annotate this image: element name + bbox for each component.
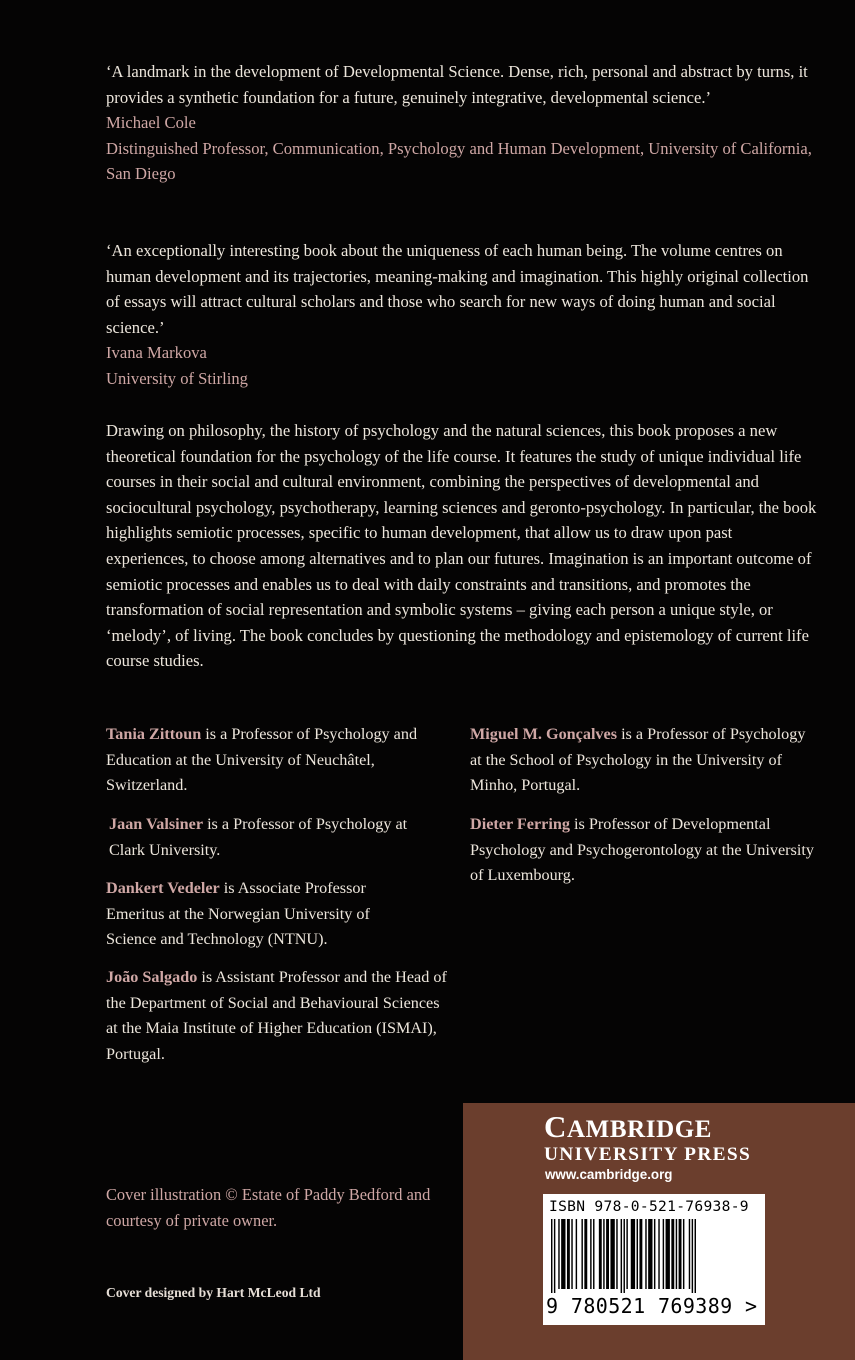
barcode-bar xyxy=(599,1219,602,1289)
bio-jaan-valsiner xyxy=(109,812,439,863)
cover-illustration-credit: Cover illustration © Estate of Paddy Bedford and courtesy of private owner. xyxy=(106,1185,431,1230)
bio-text: is Associate Professor Emeritus at the Norwegian University of Science and Technology (NTNU). xyxy=(106,879,370,949)
quote-text: ‘An exceptionally interesting book about the uniqueness of each human being. The volume centres on human development and its trajectories, meaning-making and imagination. This highly original collection of essays will attract cultural scholars and those who search for new ways of doing human and social science.’ xyxy=(106,241,809,337)
book-description: Drawing on philosophy, the history of psychology and the natural sciences, this book proposes a new theoretical foundation for the psychology of the life course. It features the study of unique individual life courses in their social and cultural environment, combining the perspectives of developmental and sociocultural psychology, psychotherapy, learning sciences and geronto-psychology. In particular, the book highlights semiotic processes, specific to human development, that allow us to draw upon past experiences, to choose among alternatives and to plan our futures. Imagination is an important outcome of semiotic processes and enables us to deal with daily constraints and transitions, and promotes the transformation of social representation and symbolic systems – giving each person a unique style, or ‘melody’, of living. The book concludes by questioning the methodology and epistemology of current life course studies. xyxy=(106,421,817,671)
bio-name: Miguel M. Gonçalves xyxy=(470,725,618,743)
barcode-bar xyxy=(683,1219,684,1289)
barcode-bar xyxy=(695,1219,696,1293)
barcode-bar xyxy=(639,1219,642,1289)
barcode-bar xyxy=(576,1219,577,1289)
barcode-bar xyxy=(658,1219,659,1289)
barcode-bar xyxy=(645,1219,646,1289)
barcode-bar xyxy=(679,1219,682,1289)
quote-author: Michael Cole xyxy=(106,113,196,133)
barcode-bar xyxy=(558,1219,559,1289)
bio-name: Jaan Valsiner xyxy=(109,815,204,833)
bio-dankert-vedeler xyxy=(106,876,424,953)
publisher-name-rest: AMBRIDGE xyxy=(567,1116,713,1143)
quote-affiliation: Distinguished Professor, Communication, Psychology and Human Development, University of California, San Diego xyxy=(106,138,812,184)
barcode-bar xyxy=(637,1219,638,1289)
publisher-press: UNIVERSITY PRESS xyxy=(544,1144,752,1165)
barcode-bar xyxy=(567,1219,570,1289)
barcode-bar xyxy=(606,1219,609,1289)
review-quote-cole xyxy=(106,59,818,187)
barcode-bar xyxy=(666,1219,670,1289)
barcode-box xyxy=(543,1194,765,1325)
barcode-bar xyxy=(676,1219,677,1289)
barcode-bar xyxy=(551,1219,552,1293)
bio-tania-zittoun xyxy=(106,722,436,799)
ean-digits: 9 780521 769389 > xyxy=(546,1294,758,1318)
bio-text: is Professor of Developmental Psychology and Psychogerontology at the University of Luxembourg. xyxy=(470,815,814,885)
barcode-bar xyxy=(593,1219,594,1289)
bio-text: is a Professor of Psychology at Clark University. xyxy=(109,815,408,859)
cover-designer-credit: Cover designed by Hart McLeod Ltd xyxy=(106,1285,321,1300)
barcode-bar xyxy=(616,1219,617,1289)
barcode-bar xyxy=(590,1219,591,1289)
barcode-bar xyxy=(621,1219,622,1293)
barcode-icon xyxy=(543,1219,765,1293)
bio-joao-salgado xyxy=(106,965,451,1067)
barcode-bar xyxy=(654,1219,655,1289)
publisher-url: www.cambridge.org xyxy=(545,1167,673,1182)
bio-name: Dankert Vedeler xyxy=(106,879,220,897)
barcode-bar xyxy=(663,1219,664,1289)
barcode-bar xyxy=(603,1219,604,1289)
barcode-bar xyxy=(581,1219,582,1289)
publisher-panel xyxy=(463,1103,855,1360)
bio-miguel-goncalves xyxy=(470,722,815,799)
bio-name: Dieter Ferring xyxy=(470,815,570,833)
publisher-name-initial: C xyxy=(544,1109,567,1144)
barcode-bar xyxy=(648,1219,652,1289)
barcode-bar xyxy=(692,1219,693,1293)
bio-name: Tania Zittoun xyxy=(106,725,202,743)
barcode-bar xyxy=(554,1219,555,1293)
barcode-bar xyxy=(689,1219,690,1289)
publisher-name xyxy=(544,1109,712,1145)
barcode-bar xyxy=(624,1219,625,1293)
bio-dieter-ferring xyxy=(470,812,815,889)
bio-text: is Assistant Professor and the Head of the Department of Social and Behavioural Sciences at the Maia Institute of Higher Education (ISMAI), Portugal. xyxy=(106,968,447,1063)
bio-text: is a Professor of Psychology at the School of Psychology in the University of Minho, Portugal. xyxy=(470,725,806,795)
review-quote-markova xyxy=(106,238,818,392)
quote-affiliation: University of Stirling xyxy=(106,368,248,388)
barcode-bar xyxy=(584,1219,587,1289)
bio-text: is a Professor of Psychology and Education at the University of Neuchâtel, Switzerland. xyxy=(106,725,418,795)
isbn-label: ISBN 978-0-521-76938-9 xyxy=(549,1198,749,1215)
barcode-bar xyxy=(671,1219,674,1289)
barcode-bar xyxy=(561,1219,565,1289)
barcode-bar xyxy=(571,1219,572,1289)
quote-text: ‘A landmark in the development of Developmental Science. Dense, rich, personal and abstract by turns, it provides a synthetic foundation for a future, genuinely integrative, developmental science.’ xyxy=(106,62,808,107)
barcode-bar xyxy=(626,1219,627,1289)
quote-author: Ivana Markova xyxy=(106,343,207,363)
barcode-bar xyxy=(631,1219,635,1289)
bio-name: João Salgado xyxy=(106,968,198,986)
barcode-bar xyxy=(610,1219,614,1289)
